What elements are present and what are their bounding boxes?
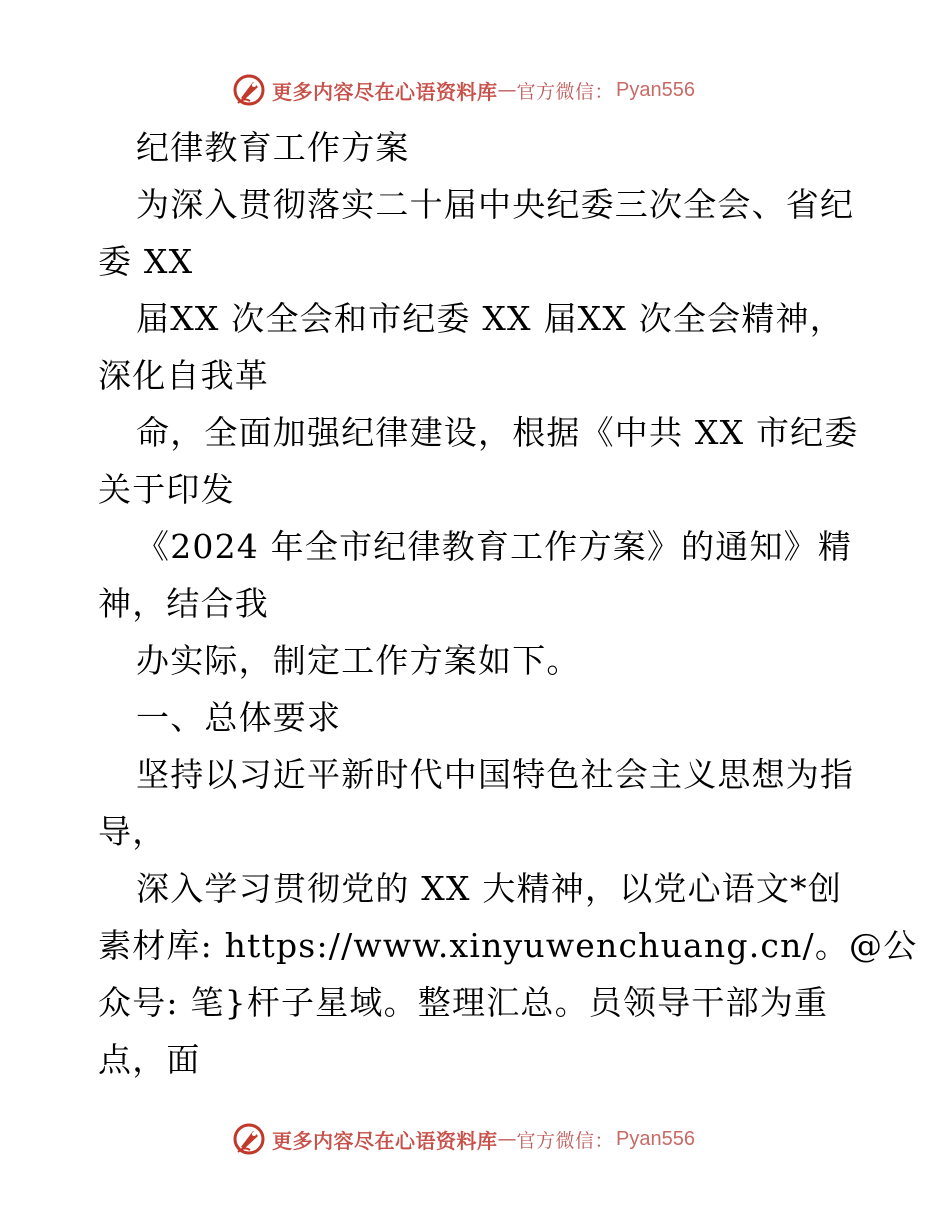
section-heading: 一、总体要求	[136, 698, 342, 737]
banner-wechat-id: Pyan556	[616, 1127, 695, 1150]
banner-wechat-id: Pyan556	[616, 78, 695, 101]
text-line: 坚持以习近平新时代中国特色社会主义思想为指	[136, 755, 855, 794]
banner-main-text: 更多内容尽在心语资料库	[272, 1128, 498, 1153]
text-line: 《2024 年全市纪律教育工作方案》的通知》精	[136, 527, 853, 566]
footer-watermark-banner	[232, 1121, 695, 1157]
text-line: 神，结合我	[98, 584, 269, 623]
text-line: 届XX 次全会和市纪委 XX 届XX 次全会精神，	[136, 299, 844, 338]
banner-wechat-label: 官方微信：	[516, 1129, 615, 1152]
banner-wechat-label: 官方微信：	[516, 80, 615, 103]
text-line: 素材库: https://www.xinyuwenchuang.cn/。@公	[98, 926, 918, 965]
banner-separator: —	[497, 1128, 517, 1150]
pen-nib-seal-icon	[232, 1122, 266, 1156]
text-line: 为深入贯彻落实二十届中央纪委三次全会、省纪	[136, 185, 855, 224]
header-watermark-banner	[232, 72, 695, 108]
text-line: 关于印发	[98, 470, 235, 509]
document-body	[98, 119, 918, 1088]
banner-separator: —	[497, 79, 517, 101]
text-line: 点，面	[98, 1040, 201, 1079]
text-line: 众号: 笔}杆子星域。整理汇总。员领导干部为重	[98, 983, 829, 1022]
banner-main-text: 更多内容尽在心语资料库	[272, 79, 498, 104]
document-title: 纪律教育工作方案	[136, 128, 410, 167]
text-line: 办实际，制定工作方案如下。	[136, 641, 581, 680]
text-line: 委 XX	[98, 242, 194, 281]
text-line: 导，	[98, 812, 167, 851]
pen-nib-seal-icon	[232, 73, 266, 107]
text-line: 命，全面加强纪律建设，根据《中共 XX 市纪委	[136, 413, 859, 452]
text-line: 深化自我革	[98, 356, 269, 395]
text-line: 深入学习贯彻党的 XX 大精神，以党心语文*创	[136, 869, 843, 908]
